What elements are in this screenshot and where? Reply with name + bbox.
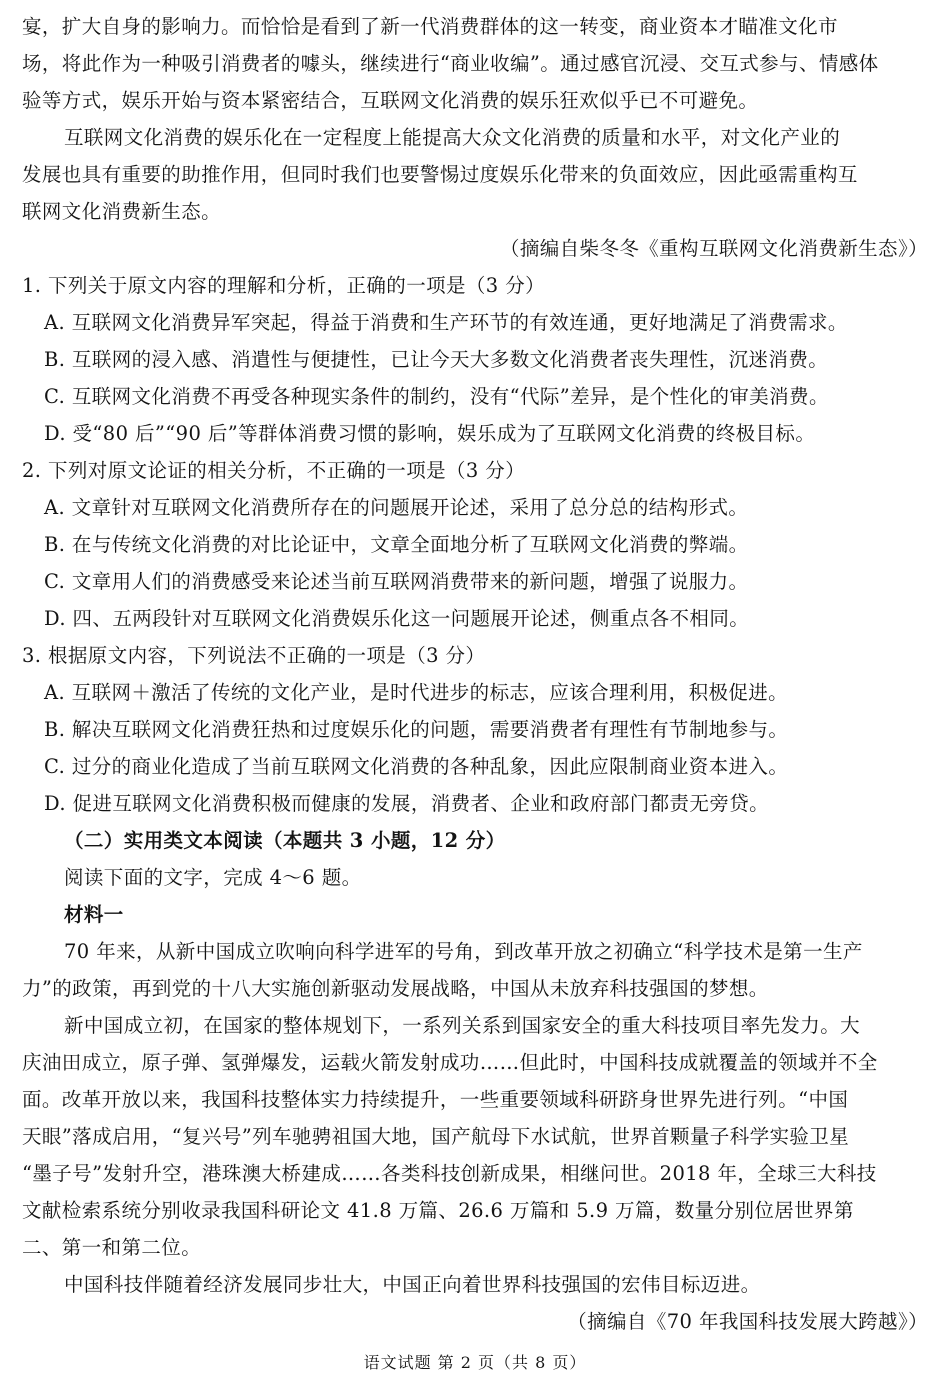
material-line: 庆油田成立，原子弹、氢弹爆发，运载火箭发射成功……但此时，中国科技成就覆盖的领域并不全 xyxy=(22,1051,878,1074)
option-b: B. 在与传统文化消费的对比论证中，文章全面地分析了互联网文化消费的弊端。 xyxy=(44,533,749,556)
material-line: 天眼”落成启用，“复兴号”列车驰骋祖国大地，国产航母下水试航，世界首颗量子科学实验卫星 xyxy=(22,1125,850,1148)
material-line: 文献检索系统分别收录我国科研论文 41.8 万篇、26.6 万篇和 5.9 万篇，数量分别位居世界第 xyxy=(22,1199,854,1222)
material-line: 力”的政策，再到党的十八大实施创新驱动发展战略，中国从未放弃科技强国的梦想。 xyxy=(22,977,769,1000)
source-citation: （摘编自《70 年我国科技发展大跨越》） xyxy=(567,1310,928,1333)
material-line: 中国科技伴随着经济发展同步壮大，中国正向着世界科技强国的宏伟目标迈进。 xyxy=(64,1273,761,1296)
passage-line: 联网文化消费新生态。 xyxy=(22,200,222,223)
option-b: B. 解决互联网文化消费狂热和过度娱乐化的问题，需要消费者有理性有节制地参与。 xyxy=(44,718,789,741)
question-1 xyxy=(22,267,930,452)
passage-line: 发展也具有重要的助推作用，但同时我们也要警惕过度娱乐化带来的负面效应，因此亟需重构互 xyxy=(22,163,858,186)
passage-line: 验等方式，娱乐开始与资本紧密结合，互联网文化消费的娱乐狂欢似乎已不可避免。 xyxy=(22,89,759,112)
passage-continuation xyxy=(22,8,930,267)
question-stem: 3. 根据原文内容，下列说法不正确的一项是（3 分） xyxy=(22,644,486,667)
question-2 xyxy=(22,452,930,637)
option-d: D. 受“80 后”“90 后”等群体消费习惯的影响，娱乐成为了互联网文化消费的终极目标。 xyxy=(44,422,816,445)
passage-line: 宴，扩大自身的影响力。而恰恰是看到了新一代消费群体的这一转变，商业资本才瞄准文化市 xyxy=(22,15,838,38)
page-footer: 语文试题 第 2 页（共 8 页） xyxy=(363,1353,587,1372)
source-citation: （摘编自柴冬冬《重构互联网文化消费新生态》） xyxy=(499,237,928,260)
option-c: C. 互联网文化消费不再受各种现实条件的制约，没有“代际”差异，是个性化的审美消费。 xyxy=(44,385,829,408)
material-line: 面。改革开放以来，我国科技整体实力持续提升，一些重要领域科研跻身世界先进行列。“中国 xyxy=(22,1088,849,1111)
option-a: A. 文章针对互联网文化消费所存在的问题展开论述，采用了总分总的结构形式。 xyxy=(44,496,749,519)
option-c: C. 文章用人们的消费感受来论述当前互联网消费带来的新问题，增强了说服力。 xyxy=(44,570,749,593)
exam-page xyxy=(22,8,930,1340)
material-line: “墨子号”发射升空，港珠澳大桥建成……各类科技创新成果，相继问世。2018 年，全球三大科技 xyxy=(22,1162,877,1185)
option-c: C. 过分的商业化造成了当前互联网文化消费的各种乱象，因此应限制商业资本进入。 xyxy=(44,755,789,778)
option-b: B. 互联网的浸入感、消遣性与便捷性，已让今天大多数文化消费者丧失理性，沉迷消费。 xyxy=(44,348,829,371)
question-stem: 1. 下列关于原文内容的理解和分析，正确的一项是（3 分） xyxy=(22,274,546,297)
passage-line: 场，将此作为一种吸引消费者的噱头，继续进行“商业收编”。通过感官沉浸、交互式参与、情感体 xyxy=(22,52,879,75)
option-d: D. 促进互联网文化消费积极而健康的发展，消费者、企业和政府部门都责无旁贷。 xyxy=(44,792,770,815)
option-d: D. 四、五两段针对互联网文化消费娱乐化这一问题展开论述，侧重点各不相同。 xyxy=(44,607,750,630)
question-stem: 2. 下列对原文论证的相关分析，不正确的一项是（3 分） xyxy=(22,459,526,482)
material-line: 新中国成立初，在国家的整体规划下，一系列关系到国家安全的重大科技项目率先发力。大 xyxy=(64,1014,861,1037)
question-3 xyxy=(22,637,930,822)
section-2 xyxy=(22,822,930,1340)
passage-line: 互联网文化消费的娱乐化在一定程度上能提高大众文化消费的质量和水平，对文化产业的 xyxy=(64,126,841,149)
option-a: A. 互联网文化消费异军突起，得益于消费和生产环节的有效连通，更好地满足了消费需求。 xyxy=(44,311,848,334)
material-line: 二、第一和第二位。 xyxy=(22,1236,202,1259)
material-label: 材料一 xyxy=(64,903,124,926)
section-instruction: 阅读下面的文字，完成 4～6 题。 xyxy=(64,866,362,889)
section-heading: （二）实用类文本阅读（本题共 3 小题，12 分） xyxy=(64,829,506,852)
option-a: A. 互联网＋激活了传统的文化产业，是时代进步的标志，应该合理利用，积极促进。 xyxy=(44,681,789,704)
material-line: 70 年来，从新中国成立吹响向科学进军的号角，到改革开放之初确立“科学技术是第一生产 xyxy=(64,940,863,963)
